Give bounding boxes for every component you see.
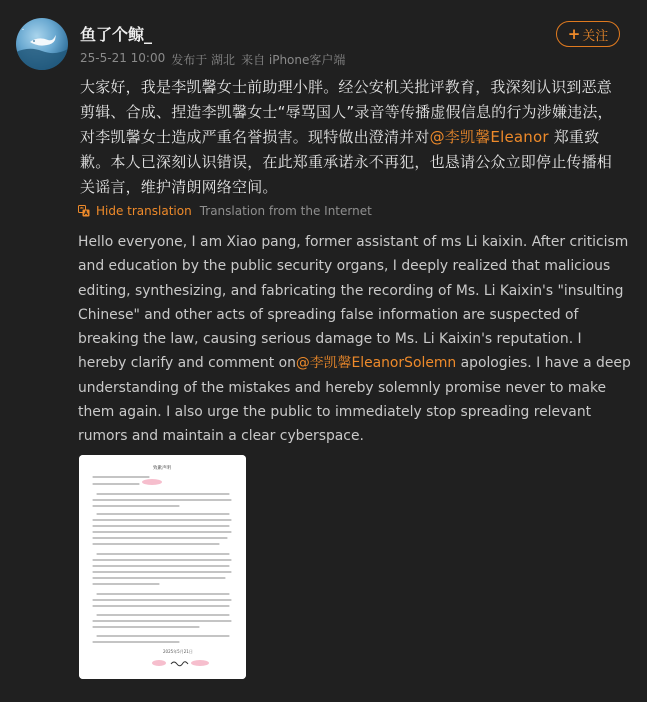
user-mention-link[interactable]: @李凯馨Eleanor — [429, 128, 549, 146]
follow-button[interactable] — [556, 21, 620, 47]
post-body-chinese — [80, 75, 626, 200]
post-date[interactable]: 25-5-21 10:00 — [80, 51, 166, 65]
translation-text: apologies. I have a deep understanding of the mistakes and hereby solemnly promise never to make them again. I also urge the public to immediately stop spreading relevant rumors and maintain a clear cyberspace. — [78, 355, 631, 445]
hide-translation-link[interactable]: Hide translation — [96, 204, 192, 218]
translate-icon — [78, 205, 90, 217]
post-body-translation — [78, 230, 634, 449]
translation-source-label: Translation from the Internet — [199, 204, 372, 218]
username[interactable]: 鱼了个鲸_ — [80, 25, 153, 44]
attached-document-image[interactable] — [79, 455, 246, 679]
whale-avatar-icon — [16, 18, 68, 70]
plus-icon: + — [567, 24, 581, 43]
post-body-text: 大家好，我是李凯馨女士前助理小胖。经公安机关批评教育，我深刻认识到恶意剪辑、合成、捏造李凯馨女士“辱骂国人”录音等传播虚假信息的行为涉嫌违法，对李凯馨女士造成严重名誉损害。现特做出澄清并对 — [80, 78, 613, 146]
post-location: 发布于 湖北 — [171, 53, 236, 67]
post-meta — [80, 51, 345, 68]
post-source: 来自 iPhone客户端 — [241, 53, 346, 67]
follow-label: 关注 — [582, 28, 609, 44]
translation-bar — [78, 204, 372, 218]
translated-mention-link[interactable]: @李凯馨EleanorSolemn — [295, 355, 457, 372]
doc-title: 致歉声明 — [153, 466, 171, 471]
post-body-text: 郑重致歉。本人已深刻认识错误，在此郑重承诺永不再犯，也恳请公众立即停止传播相关谣言，维护清朗网络空间。 — [80, 128, 613, 196]
apology-letter-scan — [79, 455, 246, 679]
translation-text: Hello everyone, I am Xiao pang, former assistant of ms Li kaixin. After criticism and education by the public security organs, I deeply realized that malicious editing, synthesizing, and fabricating the recording of Ms. Li Kaixin's "insulting Chinese" and other acts of spreading false information are suspected of breaking the law, causing serious damage to Ms. Li Kaixin's reputation. I hereby clarify and comment on — [78, 234, 629, 372]
user-avatar[interactable] — [16, 18, 68, 70]
doc-date: 2025年5月21日 — [163, 649, 193, 654]
